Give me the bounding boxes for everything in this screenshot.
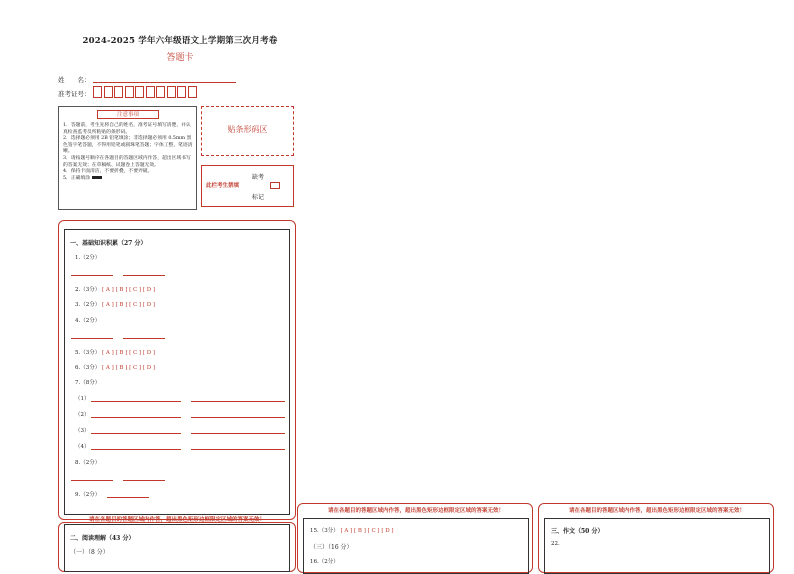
exam-id-digit-box[interactable] <box>104 86 113 98</box>
name-label: 姓 名： <box>58 76 91 84</box>
id-label: 准考证号： <box>58 90 91 98</box>
answer-line[interactable] <box>91 433 181 434</box>
notice-item: 4．保持卡面清洁，不要折叠，不要弄破。 <box>63 169 153 175</box>
section2-sub: （一）（8 分） <box>70 549 109 556</box>
page-subtitle: 答题卡 <box>166 53 194 63</box>
question-22: 22. <box>551 541 560 547</box>
notice-list <box>63 123 195 182</box>
question-7-sub: （3） <box>75 428 90 434</box>
question-8: 8.（2分） <box>75 460 101 466</box>
exam-id-digit-box[interactable] <box>188 86 197 98</box>
notice-item-text: 5．正确填涂 <box>63 175 91 181</box>
question-4: 4.（2分） <box>75 318 101 324</box>
column3-panel <box>538 503 774 573</box>
section2-heading: 二、阅读理解（43 分） <box>70 535 135 542</box>
question-5-label: 5.（3分） <box>75 350 101 356</box>
absent-box <box>201 165 294 207</box>
question-3 <box>75 300 155 308</box>
exam-id-digit-box[interactable] <box>177 86 186 98</box>
choice-options[interactable]: [ A ] [ B ] [ C ] [ D ] <box>340 528 394 534</box>
choice-options[interactable]: [ A ] [ B ] [ C ] [ D ] <box>102 302 156 308</box>
choice-options[interactable]: [ A ] [ B ] [ C ] [ D ] <box>102 350 156 356</box>
question-6 <box>75 363 155 371</box>
exam-id-digit-box[interactable] <box>156 86 165 98</box>
notice-item: 2．选择题必须用 2B 铅笔填涂；非选择题必须用 0.5mm 黑色签字笔答题，不得用铅笔或圆珠笔答题；字体工整，笔迹清晰。 <box>63 136 193 155</box>
answer-line[interactable] <box>191 417 285 418</box>
exam-id-digit-box[interactable] <box>135 86 144 98</box>
section1-panel <box>58 220 296 520</box>
notice-heading: 注意事项 <box>97 110 159 119</box>
question-15-label: 15.（3分） <box>310 528 339 534</box>
notice-item: 1．答题前，考生先将自己的姓名，准考证号填写清楚，并认真检查监考员所粘贴的条形码。 <box>63 123 191 135</box>
section3-heading: 三、作文（50 分） <box>551 528 604 535</box>
exam-id-digit-box[interactable] <box>146 86 155 98</box>
answer-line[interactable] <box>91 417 181 418</box>
answer-line[interactable] <box>123 338 165 339</box>
answer-line[interactable] <box>191 401 285 402</box>
question-2-label: 2.（3分） <box>75 287 101 293</box>
choice-options[interactable]: [ A ] [ B ] [ C ] [ D ] <box>102 365 156 371</box>
warning-text: 请在各题目的答题区域内作答，超出黑色矩形边框限定区域的答案无效！ <box>88 517 265 523</box>
section2-area <box>64 524 290 572</box>
absent-label: 缺考 <box>252 174 265 181</box>
answer-line[interactable] <box>71 480 113 481</box>
answer-line[interactable] <box>91 449 181 450</box>
answer-line[interactable] <box>123 480 165 481</box>
answer-line[interactable] <box>91 401 181 402</box>
question-2 <box>75 285 155 293</box>
subsection-3: （三）（16 分） <box>310 544 353 551</box>
absent-note: 此栏考生禁填 <box>206 183 240 189</box>
question-7-sub: （4） <box>75 444 90 450</box>
question-3-label: 3.（2分） <box>75 302 101 308</box>
question-6-label: 6.（3分） <box>75 365 101 371</box>
answer-line[interactable] <box>107 497 149 498</box>
answer-line[interactable] <box>123 275 165 276</box>
column2-panel <box>297 503 533 573</box>
notice-box <box>58 106 197 210</box>
exam-id-digit-box[interactable] <box>93 86 102 98</box>
question-7: 7.（8分） <box>75 380 101 386</box>
section2-panel <box>58 522 296 572</box>
question-16: 16.（2分） <box>310 559 339 565</box>
filled-mark-sample <box>92 176 102 179</box>
exam-id-digit-box[interactable] <box>125 86 134 98</box>
column2-area <box>303 518 529 574</box>
notice-item: 3．请按题号顺序在各题目的答题区域内作答，超出区域书写的答案无效；在草稿纸、试题卷上答题无效。 <box>63 155 191 168</box>
exam-id-digit-box[interactable] <box>114 86 123 98</box>
answer-line[interactable] <box>71 338 113 339</box>
page-title: 2024-2025 学年六年级语文上学期第三次月考卷 <box>82 36 278 46</box>
answer-line[interactable] <box>71 275 113 276</box>
column3-area <box>544 518 770 574</box>
exam-id-digit-box[interactable] <box>167 86 176 98</box>
answer-line[interactable] <box>191 449 285 450</box>
question-5 <box>75 348 155 356</box>
section1-heading: 一、基础知识积累（27 分） <box>70 240 147 247</box>
section1-area <box>64 229 290 515</box>
notice-item <box>63 176 195 183</box>
barcode-area: 贴条形码区 <box>201 106 294 156</box>
name-field[interactable] <box>93 82 236 83</box>
absent-mark-label: 标记 <box>252 194 265 201</box>
warning-text: 请在各题目的答题区域内作答，超出黑色矩形边框限定区域的答案无效！ <box>327 508 504 514</box>
question-1: 1.（2分） <box>75 255 101 261</box>
choice-options[interactable]: [ A ] [ B ] [ C ] [ D ] <box>102 287 156 293</box>
question-7-sub: （2） <box>75 412 90 418</box>
question-15 <box>310 526 394 534</box>
question-9: 9.（2分） <box>75 492 101 498</box>
answer-line[interactable] <box>191 433 285 434</box>
absent-checkbox[interactable] <box>270 182 280 189</box>
warning-text: 请在各题目的答题区域内作答，超出黑色矩形边框限定区域的答案无效！ <box>568 508 745 514</box>
question-7-sub: （1） <box>75 396 90 402</box>
